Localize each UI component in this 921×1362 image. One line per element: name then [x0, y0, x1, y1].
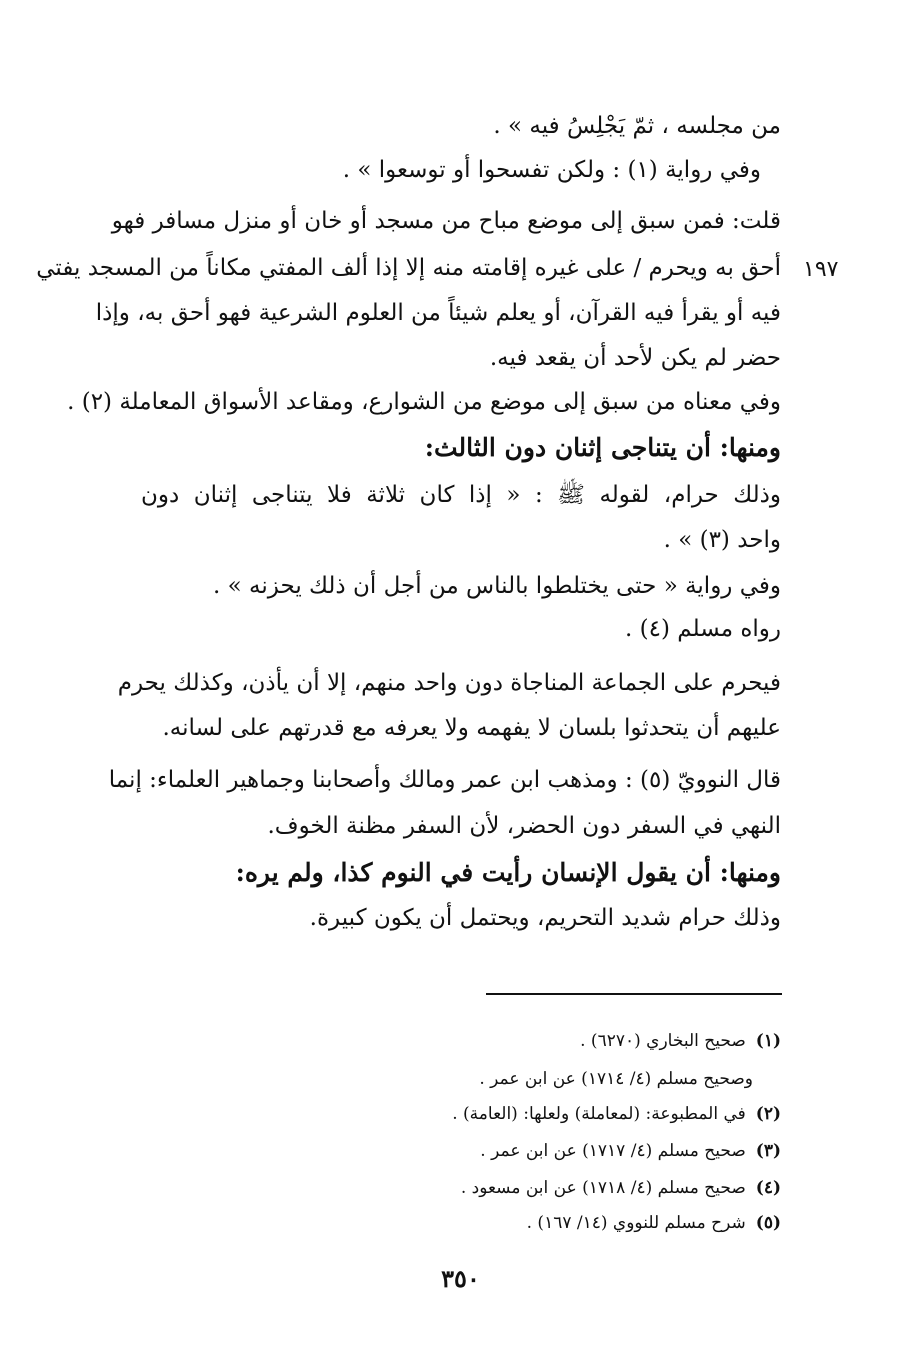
text-line: النهي في السفر دون الحضر، لأن السفر مظنة الخوف.	[267, 813, 781, 839]
footnote	[141, 1136, 781, 1166]
footnote-number: (١)	[755, 1031, 781, 1051]
text-line: قلت: فمن سبق إلى موضع مباح من مسجد أو خان أو منزل مسافر فهو	[111, 208, 781, 234]
section-heading: ومنها: أن يتناجى إثنان دون الثالث:	[424, 433, 781, 462]
footnote-text: صحيح مسلم (٤/ ١٧١٧) عن ابن عمر .	[480, 1141, 746, 1161]
footnote	[141, 1026, 781, 1056]
manuscript-folio-number: ١٩٧	[803, 257, 839, 282]
footnote-text: صحيح البخاري (٦٢٧٠) .	[580, 1031, 746, 1051]
footnote-number: (٣)	[755, 1141, 781, 1161]
footnote-separator	[486, 993, 782, 995]
page-number: ٣٥٠	[441, 1264, 480, 1293]
text-line: وفي رواية (١) : ولكن تفسحوا أو توسعوا » .	[342, 157, 761, 183]
text-line: وذلك حرام شديد التحريم، ويحتمل أن يكون كبيرة.	[309, 905, 781, 931]
footnote-number: (٢)	[755, 1104, 781, 1124]
text-line: واحد (٣) » .	[663, 527, 781, 553]
text-line: عليهم أن يتحدثوا بلسان لا يفهمه ولا يعرفه مع قدرتهم على لسانه.	[162, 715, 781, 741]
footnote	[141, 1099, 781, 1129]
footnote-number: (٥)	[755, 1213, 781, 1233]
text-line: وذلك حرام، لقوله ﷺ : « إذا كان ثلاثة فلا يتناجى إثنان دون	[141, 482, 781, 508]
text-line: من مجلسه ، ثمّ يَجْلِسُ فيه » .	[493, 113, 781, 139]
text-line: أحق به ويحرم / على غيره إقامته منه إلا إذا ألف المفتي مكاناً من المسجد يفتي	[36, 255, 781, 281]
footnote	[141, 1173, 781, 1203]
section-heading: ومنها: أن يقول الإنسان رأيت في النوم كذا، ولم يره:	[235, 858, 781, 887]
footnote-number: (٤)	[755, 1178, 781, 1198]
text-line: وفي معناه من سبق إلى موضع من الشوارع، ومقاعد الأسواق المعاملة (٢) .	[67, 389, 781, 415]
footnote-text: صحيح مسلم (٤/ ١٧١٨) عن ابن مسعود .	[460, 1178, 746, 1198]
text-line: وفي رواية « حتى يختلطوا بالناس من أجل أن ذلك يحزنه » .	[213, 573, 781, 599]
footnote-text: وصحيح مسلم (٤/ ١٧١٤) عن ابن عمر .	[479, 1069, 753, 1089]
text-line: حضر لم يكن لأحد أن يقعد فيه.	[489, 345, 781, 371]
footnote	[141, 1208, 781, 1238]
text-line: قال النوويّ (٥) : ومذهب ابن عمر ومالك وأصحابنا وجماهير العلماء: إنما	[108, 767, 781, 793]
text-line: فيحرم على الجماعة المناجاة دون واحد منهم، إلا أن يأذن، وكذلك يحرم	[117, 670, 781, 696]
text-line: رواه مسلم (٤) .	[625, 616, 781, 642]
footnote-text: في المطبوعة: (لمعاملة) ولعلها: (العامة) .	[452, 1104, 746, 1124]
text-line: فيه أو يقرأ فيه القرآن، أو يعلم شيئاً من العلوم الشرعية فهو أحق به، وإذا	[95, 300, 781, 326]
footnote	[113, 1064, 753, 1094]
footnote-text: شرح مسلم للنووي (١٤/ ١٦٧) .	[526, 1213, 746, 1233]
